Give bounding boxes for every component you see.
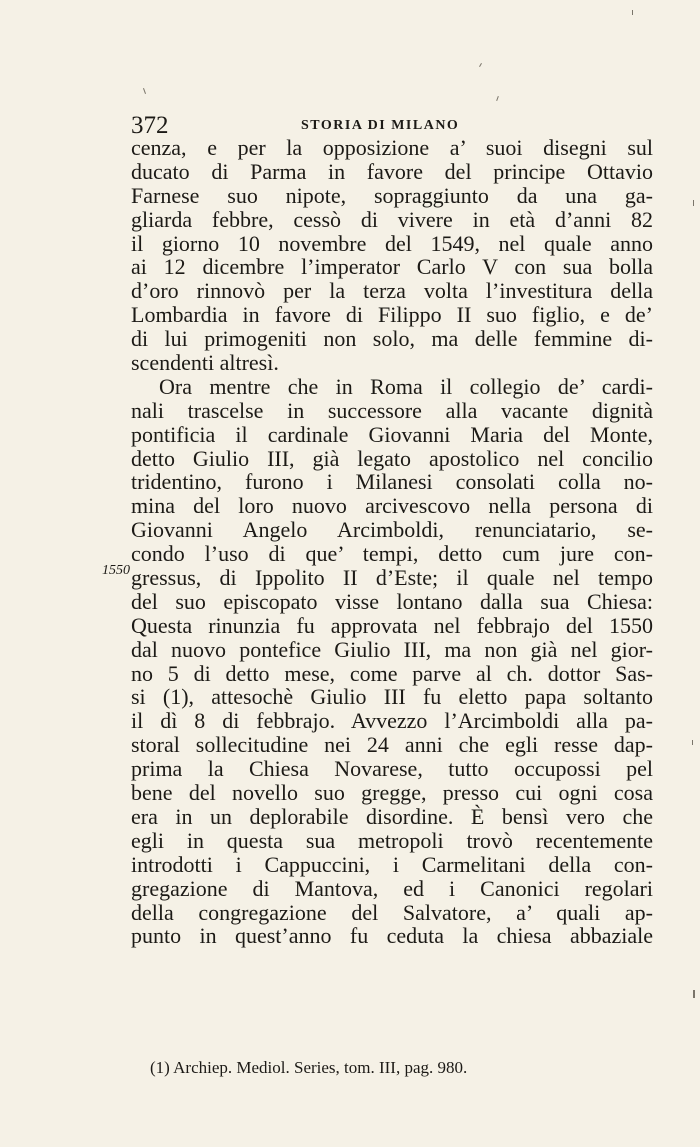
text-line: storal sollecitudine nei 24 anni che egli resse dap- xyxy=(131,732,653,758)
margin-year-note: 1550 xyxy=(102,563,130,578)
text-line: detto Giulio III, già legato apostolico nel concilio xyxy=(131,445,653,471)
paper-speck xyxy=(496,96,499,101)
text-line: gregazione di Mantova, ed i Canonici regolari xyxy=(131,875,653,901)
text-line: Giovanni Angelo Arcimboldi, renunciatario, se- xyxy=(131,517,653,543)
text-line: bene del novello suo gregge, presso cui ogni cosa xyxy=(131,780,653,806)
text-line: il giorno 10 novembre del 1549, nel quale anno xyxy=(131,230,653,256)
body-text xyxy=(131,136,653,948)
text-line: il dì 8 di febbrajo. Avvezzo l’Arcimboldi alla pa- xyxy=(131,708,653,734)
paper-speck xyxy=(693,200,694,206)
paper-speck xyxy=(692,740,693,745)
page-number: 372 xyxy=(131,112,169,139)
paper-speck xyxy=(693,990,695,998)
text-line: prima la Chiesa Novarese, tutto occupossi pel xyxy=(131,756,653,782)
text-line: introdotti i Cappuccini, i Carmelitani della con- xyxy=(131,851,653,877)
text-line: Lombardia in favore di Filippo II suo figlio, e de’ xyxy=(131,302,653,328)
text-line: di lui primogeniti non solo, ma delle femmine di- xyxy=(131,326,653,352)
text-line: gressus, di Ippolito II d’Este; il quale nel tempo xyxy=(131,565,653,591)
text-line: nali trascelse in successore alla vacante dignità xyxy=(131,397,653,423)
text-line: cenza, e per la opposizione a’ suoi disegni sul xyxy=(131,135,653,160)
text-line: dal nuovo pontefice Giulio III, ma non già nel gior- xyxy=(131,636,653,662)
text-line: punto in quest’anno fu ceduta la chiesa abbaziale xyxy=(131,923,653,949)
text-line: ai 12 dicembre l’imperator Carlo V con sua bolla xyxy=(131,254,653,280)
footnote: (1) Archiep. Mediol. Series, tom. III, pag. 980. xyxy=(150,1058,468,1077)
text-line: mina del loro nuovo arcivescovo nella persona di xyxy=(131,493,653,519)
paper-speck xyxy=(632,10,633,15)
paper-speck xyxy=(143,88,146,94)
text-line: ducato di Parma in favore del principe Ottavio xyxy=(131,158,653,184)
text-line: della congregazione del Salvatore, a’ quali ap- xyxy=(131,899,653,925)
text-line: del suo episcopato visse lontano dalla sua Chiesa: xyxy=(131,588,653,614)
text-line: si (1), attesochè Giulio III fu eletto papa soltanto xyxy=(131,684,653,710)
text-line: Ora mentre che in Roma il collegio de’ cardi- xyxy=(159,373,653,399)
text-line: condo l’uso di que’ tempi, detto cum jure con- xyxy=(131,541,653,567)
text-line: d’oro rinnovò per la terza volta l’investitura della xyxy=(131,278,653,304)
text-line: no 5 di detto mese, come parve al ch. dottor Sas- xyxy=(131,660,653,686)
text-line: Farnese suo nipote, sopraggiunto da una ga- xyxy=(131,182,653,208)
running-head: STORIA DI MILANO xyxy=(301,118,460,133)
text-line: gliarda febbre, cessò di vivere in età d’anni 82 xyxy=(131,206,653,232)
text-line: egli in questa sua metropoli trovò recentemente xyxy=(131,827,653,853)
text-line: tridentino, furono i Milanesi consolati colla no- xyxy=(131,469,653,495)
text-line: era in un deplorabile disordine. È bensì vero che xyxy=(131,803,653,829)
paper-speck xyxy=(479,63,482,67)
text-line: Questa rinunzia fu approvata nel febbrajo del 1550 xyxy=(131,612,653,638)
text-line: scendenti altresì. xyxy=(131,350,279,376)
text-line: pontificia il cardinale Giovanni Maria del Monte, xyxy=(131,421,653,447)
